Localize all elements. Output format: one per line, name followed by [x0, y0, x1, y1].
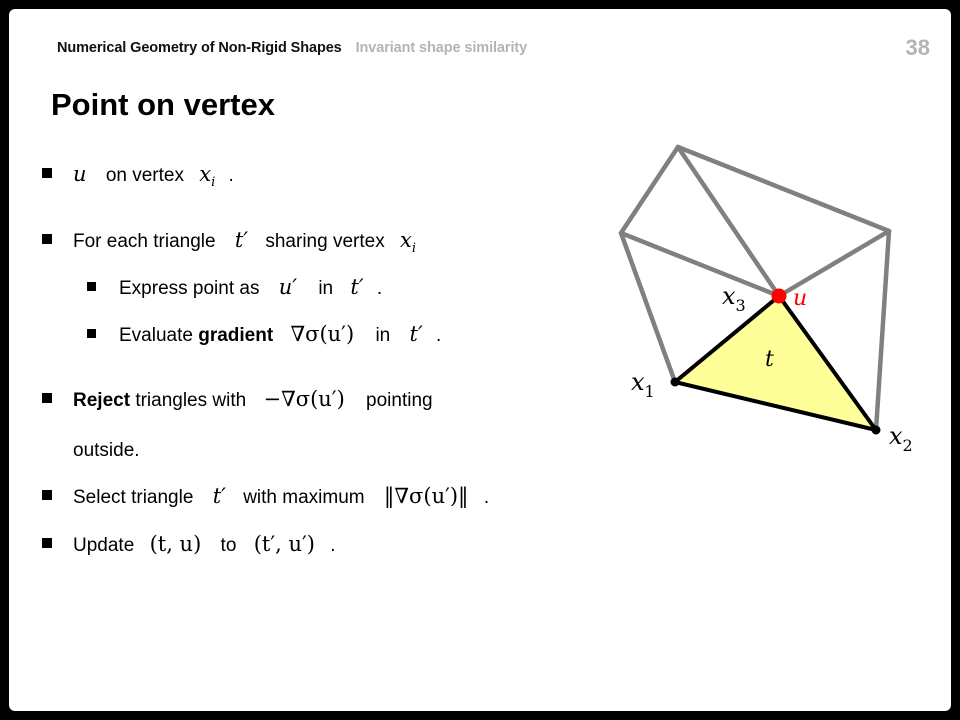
math-neg-gradient: −∇σ(u′) — [263, 387, 345, 411]
math-gradient-sigma: ∇σ(u′) — [290, 322, 355, 346]
bullet-text: pointing — [366, 390, 433, 411]
period: . — [483, 487, 490, 508]
slide — [9, 9, 951, 711]
label-u: u — [793, 286, 808, 311]
bullet-text: on vertex — [105, 165, 184, 186]
math-u-prime: u′ — [278, 275, 298, 299]
math-gradient-norm: ‖∇σ(u′)‖ — [383, 484, 469, 508]
math-t-prime: t′ — [409, 322, 423, 346]
mesh-diagram — [9, 9, 951, 711]
label-x2: $x_2$ — [889, 422, 913, 455]
bullet-text: in — [318, 278, 334, 299]
bold-reject: Reject — [73, 390, 131, 411]
math-t-prime-u-prime: (t′, u′) — [253, 532, 315, 556]
math-t-prime: t′ — [234, 228, 249, 252]
bullet-text: sharing vertex — [265, 231, 385, 252]
topic-title: Invariant shape similarity — [355, 40, 528, 56]
math-t-u: (t, u) — [149, 532, 202, 556]
bullet-text: Update — [73, 535, 135, 556]
slide-title: Point on vertex — [51, 87, 275, 122]
math-t-prime: t′ — [350, 275, 364, 299]
bullet-text: Evaluate — [119, 325, 193, 346]
course-title: Numerical Geometry of Non-Rigid Shapes — [57, 40, 342, 56]
math-u: u — [73, 162, 87, 186]
bullet-text: triangles with — [135, 390, 247, 411]
label-x1: $x_1$ — [631, 368, 655, 401]
period: . — [330, 535, 336, 556]
math-xi: $x_i$ — [199, 162, 216, 191]
bullet-text: with maximum — [243, 487, 365, 508]
math-t-prime: t′ — [212, 484, 226, 508]
vertex-x2 — [872, 426, 881, 435]
highlighted-triangle — [675, 296, 876, 430]
bullet-text-continued: outside. — [73, 440, 140, 461]
point-u — [772, 289, 787, 304]
period: . — [376, 278, 383, 299]
label-t: t — [765, 347, 774, 372]
page-number: 38 — [905, 35, 930, 60]
bullet-text: Express point as — [119, 278, 260, 299]
math-xi: $x_i$ — [399, 228, 416, 257]
bold-gradient: gradient — [198, 325, 274, 346]
bullet-text: For each triangle — [73, 231, 216, 252]
bullet-text: in — [375, 325, 391, 346]
vertex-x1 — [671, 378, 680, 387]
bullet-text: to — [220, 535, 237, 556]
label-x3: $x_3$ — [722, 282, 746, 315]
period: . — [436, 325, 442, 346]
period: . — [228, 165, 234, 186]
bullet-text: Select triangle — [73, 487, 194, 508]
